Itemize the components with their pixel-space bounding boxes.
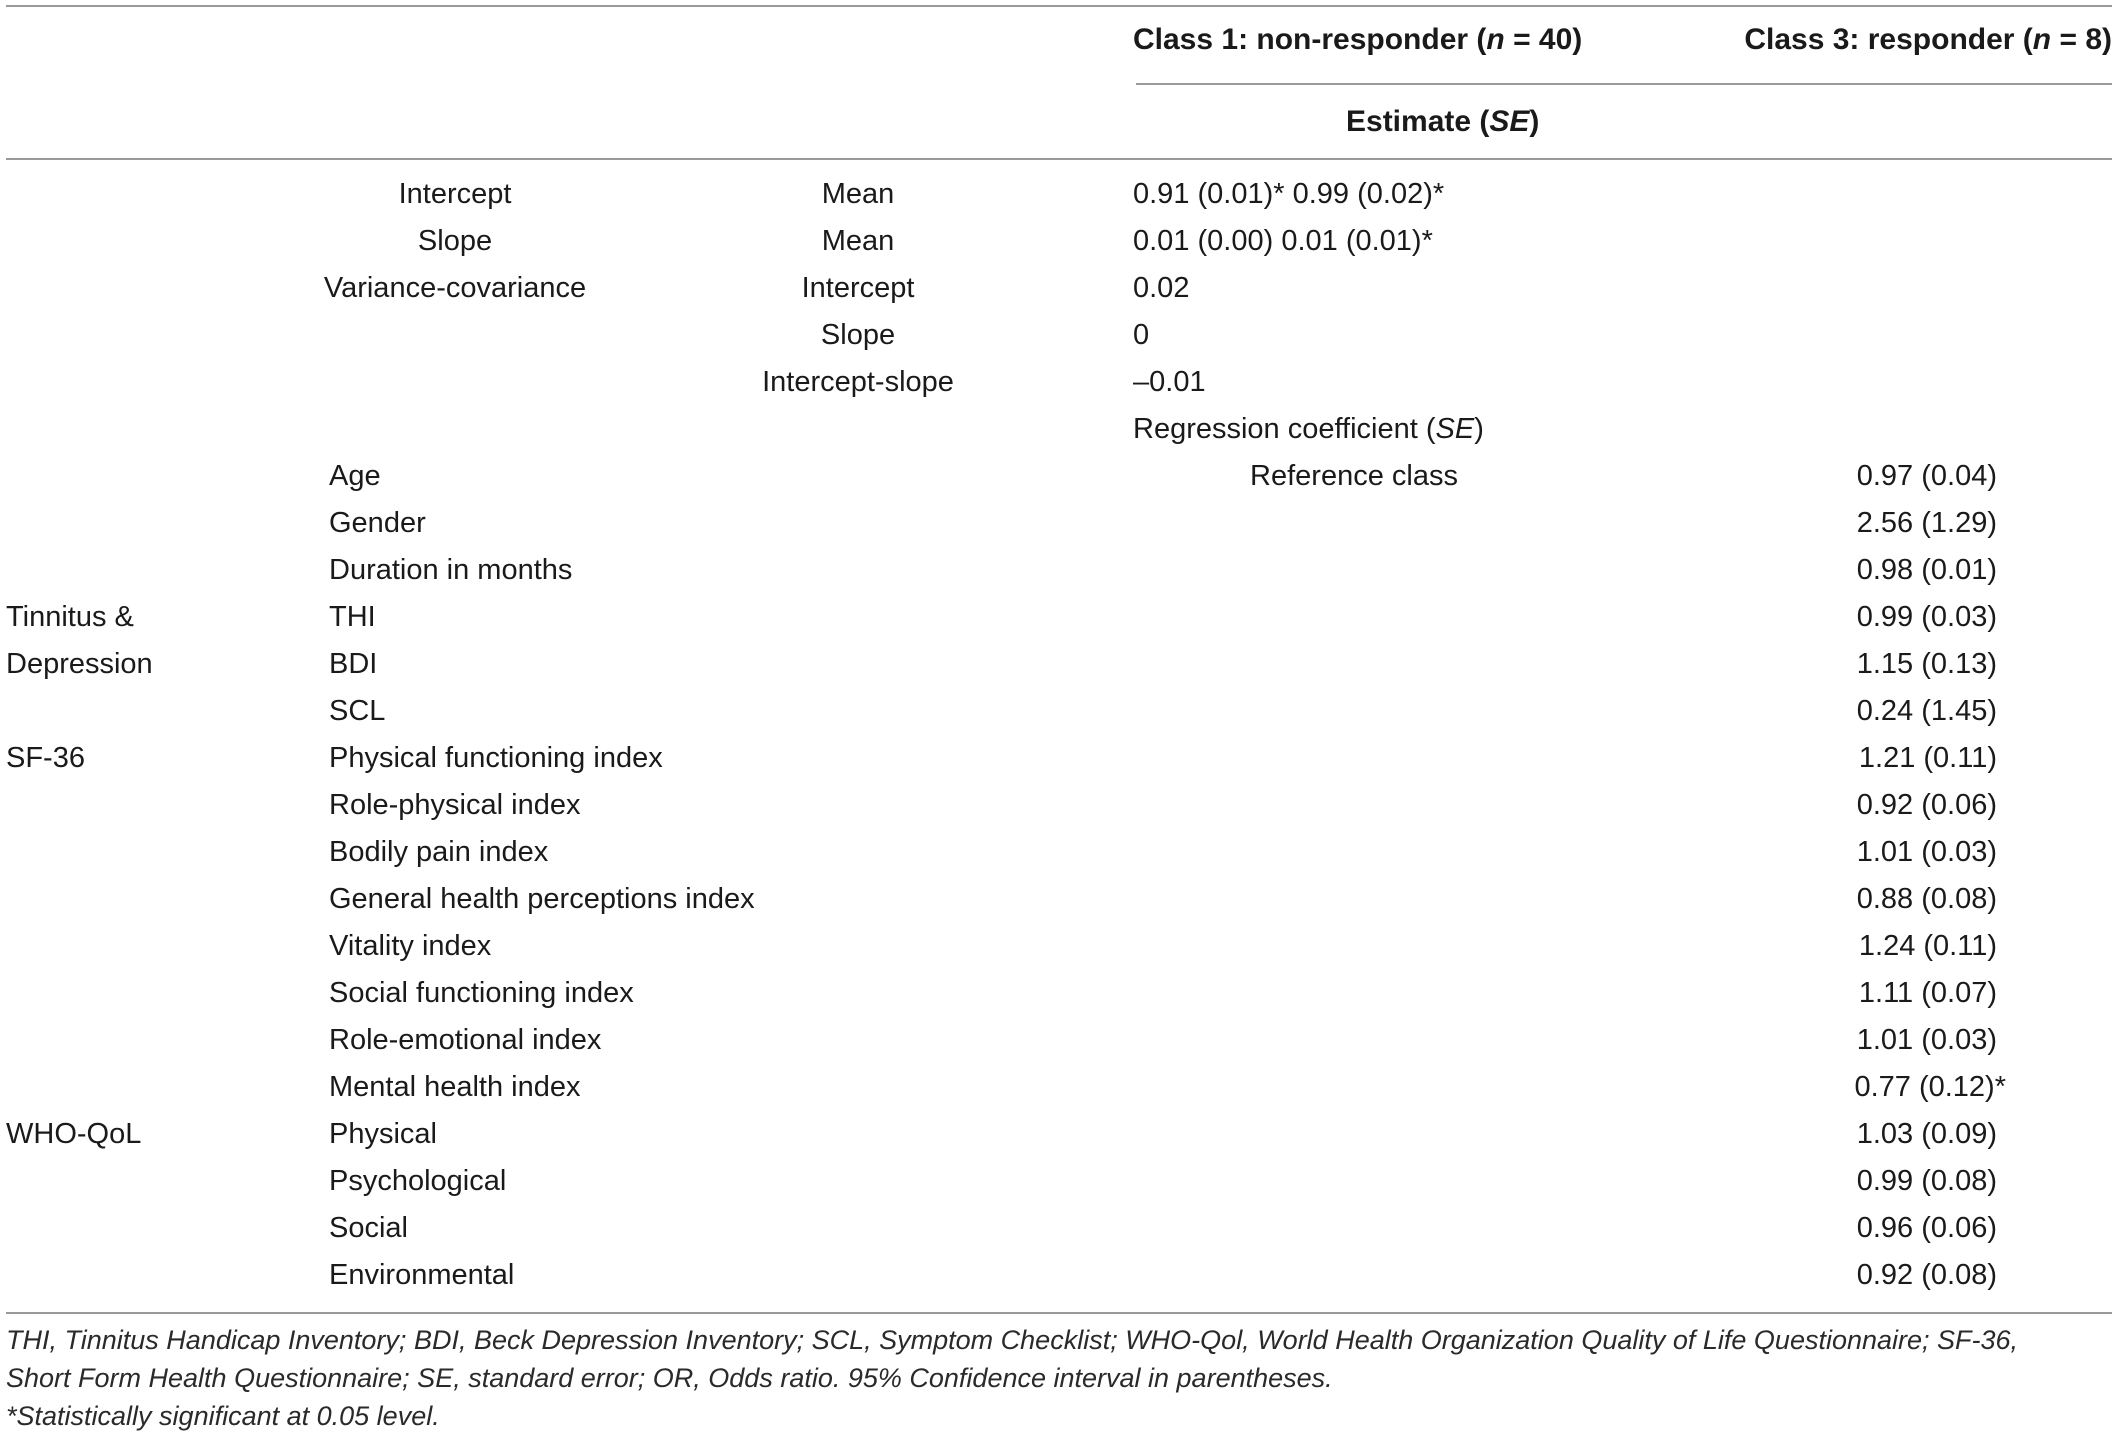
header-class1-label: Class 1: non-responder ( [1133, 23, 1487, 56]
covariate-value: 1.15 (0.13) [1856, 648, 1997, 680]
header-class3-n-value: = 8) [2051, 23, 2112, 56]
header-class3 [1744, 22, 2112, 58]
covariate-name: Bodily pain index [329, 836, 549, 868]
covariate-name: Mental health index [329, 1071, 581, 1103]
covariate-value: 0.92 (0.08) [1856, 1259, 1997, 1291]
growth-value: 0.02 [1133, 272, 1190, 304]
regression-header-se: SE [1435, 413, 1475, 445]
header-estimate [1346, 104, 1539, 140]
header-class1-n-value: = 40) [1504, 23, 1583, 56]
covariate-value: 0.92 (0.06) [1856, 789, 1997, 821]
growth-value: 0.01 (0.00) 0.01 (0.01)* [1133, 225, 1433, 257]
results-table: Class 1: non-responder (n = 40) Class 3: responder (n = 8) Estimate (SE) Intercept Mean 0.91 (0.01)* 0.99 (0.02)* Slope Mean 0.01 (0.00) 0.01 (0.01)* Variance-covariance Intercept 0.02 Slope 0 Intercept-slope –0.01 Regression coefficient (SE) Reference class Age 0.97 (0.04) Gender 2.56 (1.29) Duration in months 0.98 (0.01) Tinnitus & THI 0.99 (0.03) Depression BDI 1.15 (0.13) SCL 0.24 (1.45) SF-36 Physical functioning index 1.21 (0.11) Role-physical index 0.92 (0.06) Bodily pain index 1.01 (0.03) General health perceptions index 0.88 (0.08) Vitality index 1.24 (0.11) Social functioning index 1.11 (0.07) Role-emotional index 1.01 (0.03) Mental health index 0.77 (0.12)* WHO-QoL Physical 1.03 (0.09) Psychological 0.99 (0.08) Social 0.96 (0.06) Environmental 0.92 (0.08) THI, Tinnitus Handicap Inventory; BDI, Beck Depression Inventory; SCL, Symptom Checklist; WHO-Qol, World Health Organization Quality of Life Questionnaire; SF-36, Short Form Health Questionnaire; SE, standard error; OR, Odds ratio. 95% Confidence interval in parentheses. *Statistically significant at 0.05 level. [0, 0, 2118, 1441]
covariate-value: 0.98 (0.01) [1856, 554, 1997, 586]
covariate-value: 1.11 (0.07) [1858, 977, 1997, 1009]
covariate-name: THI [329, 601, 376, 633]
covariate-value: 1.01 (0.03) [1856, 836, 1997, 868]
header-class3-label: Class 3: responder ( [1744, 23, 2033, 56]
covariate-group: Depression [6, 648, 153, 680]
header-estimate-label: Estimate ( [1346, 105, 1490, 138]
growth-value: 0 [1133, 319, 1150, 351]
covariate-name: Physical [329, 1118, 437, 1150]
covariate-name: Psychological [329, 1165, 507, 1197]
footnote-abbreviations-cont: Short Form Health Questionnaire; SE, standard error; OR, Odds ratio. 95% Confidence interval in parentheses. [6, 1363, 1333, 1393]
covariate-value: 0.77 (0.12)* [1854, 1071, 2006, 1103]
covariate-name: Social functioning index [329, 977, 634, 1009]
covariate-value: 0.24 (1.45) [1856, 695, 1997, 727]
covariate-name: Gender [329, 507, 426, 539]
covariate-name: Physical functioning index [329, 742, 663, 774]
covariate-value: 0.96 (0.06) [1856, 1212, 1997, 1244]
covariate-group: Tinnitus & [6, 601, 134, 633]
covariate-name: BDI [329, 648, 378, 680]
header-estimate-close: ) [1529, 105, 1540, 138]
header-class1 [1133, 22, 1582, 58]
growth-value: –0.01 [1133, 366, 1206, 398]
covariate-name: Role-physical index [329, 789, 581, 821]
regression-header [1133, 411, 1484, 447]
header-span-rule [1136, 83, 2112, 85]
header-class3-n: n [2032, 23, 2052, 56]
footnote-significance: *Statistically significant at 0.05 level. [6, 1401, 440, 1431]
regression-header-close: ) [1474, 413, 1484, 445]
covariate-name: Role-emotional index [329, 1024, 602, 1056]
header-estimate-se: SE [1489, 105, 1530, 138]
covariate-value: 0.97 (0.04) [1856, 460, 1997, 492]
growth-value: 0.91 (0.01)* 0.99 (0.02)* [1133, 178, 1445, 210]
covariate-value: 1.24 (0.11) [1858, 930, 1997, 962]
covariate-name: General health perceptions index [329, 883, 755, 915]
table-top-rule [6, 5, 2112, 7]
header-class1-n: n [1486, 23, 1505, 56]
covariate-value: 0.99 (0.08) [1856, 1165, 1997, 1197]
covariate-value: 0.99 (0.03) [1856, 601, 1997, 633]
footnote-abbreviations: THI, Tinnitus Handicap Inventory; BDI, Beck Depression Inventory; SCL, Symptom Checklist; WHO-Qol, World Health Organization Quality of Life Questionnaire; SF-36, [6, 1325, 2019, 1355]
covariate-value: 1.03 (0.09) [1856, 1118, 1997, 1150]
covariate-value: 1.21 (0.11) [1858, 742, 1997, 774]
regression-header-label: Regression coefficient ( [1133, 413, 1436, 445]
covariate-name: Age [329, 460, 381, 492]
covariate-name: Environmental [329, 1259, 515, 1291]
covariate-name: Vitality index [329, 930, 492, 962]
table-bottom-rule [6, 1312, 2112, 1314]
covariate-name: Duration in months [329, 554, 573, 586]
covariate-value: 2.56 (1.29) [1856, 507, 1997, 539]
covariate-name: SCL [329, 695, 386, 727]
covariate-group: SF-36 [6, 742, 85, 774]
covariate-name: Social [329, 1212, 408, 1244]
header-bottom-rule [6, 158, 2112, 160]
covariate-value: 0.88 (0.08) [1856, 883, 1997, 915]
covariate-group: WHO-QoL [6, 1118, 142, 1150]
covariate-value: 1.01 (0.03) [1856, 1024, 1997, 1056]
